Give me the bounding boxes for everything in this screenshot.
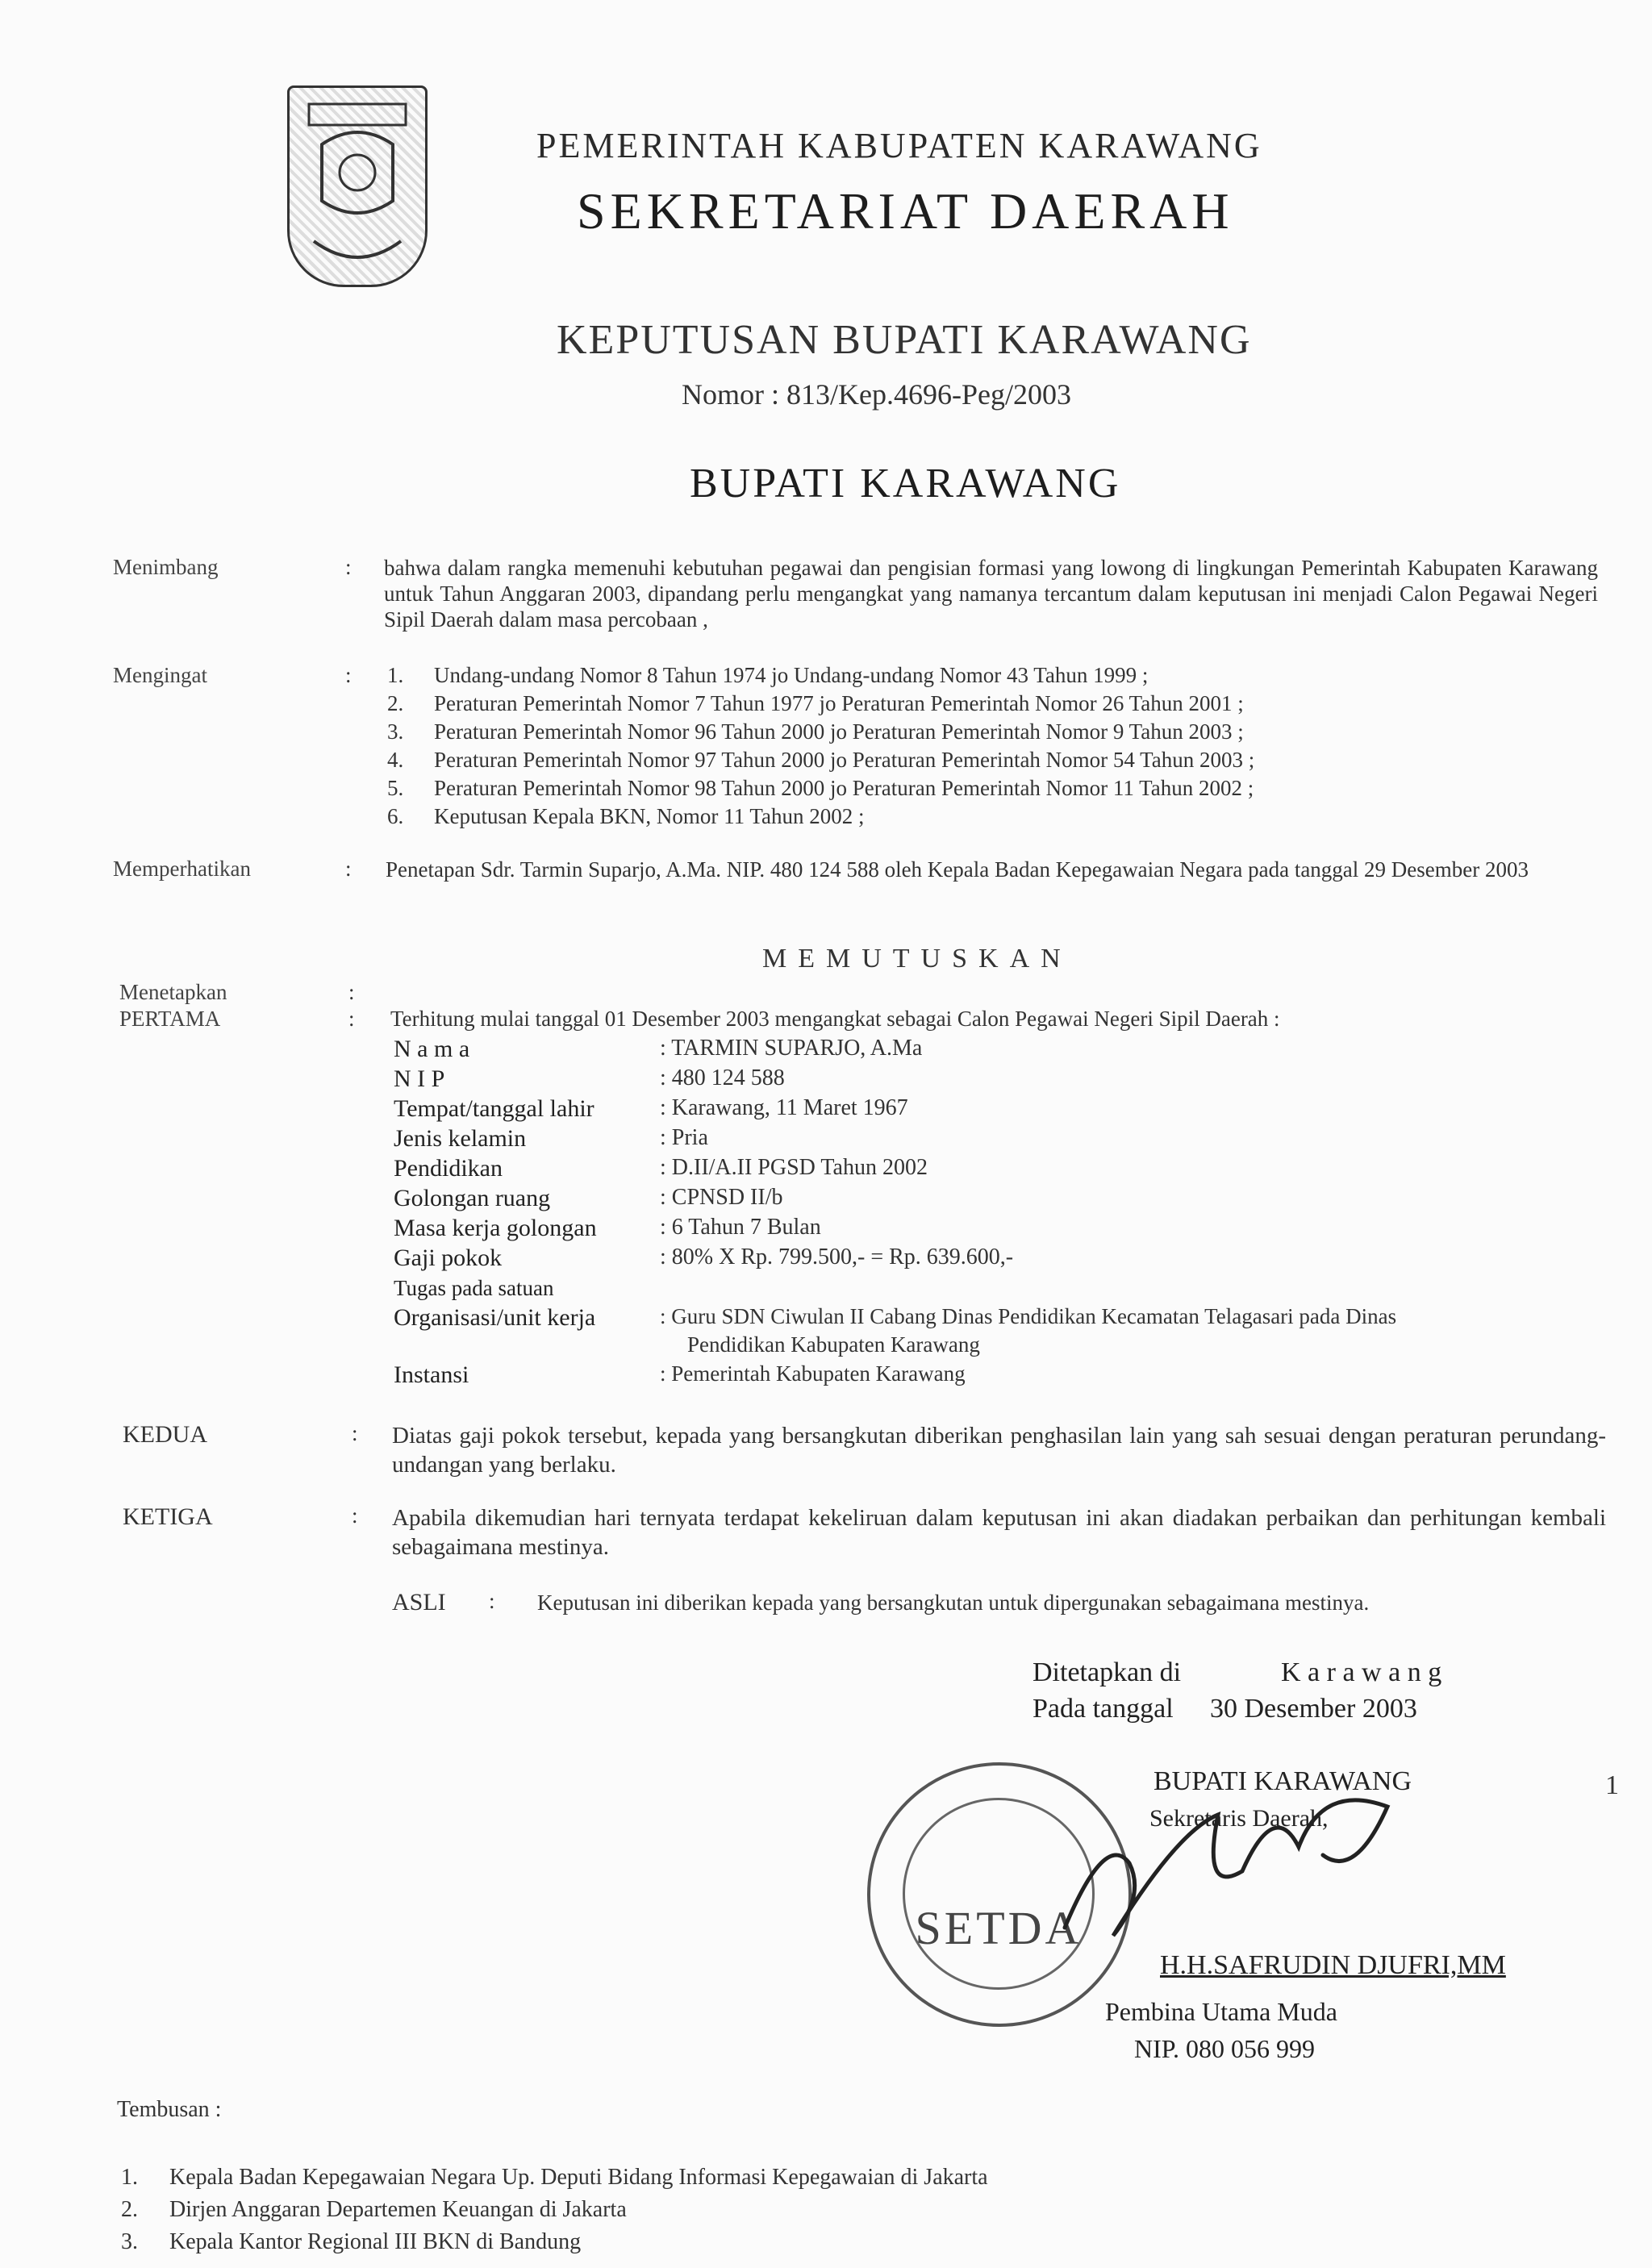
field-value: : D.II/A.II PGSD Tahun 2002 [660,1155,928,1180]
field-value: : Karawang, 11 Maret 1967 [660,1095,908,1120]
field-label: Tempat/tanggal lahir [394,1095,594,1122]
page-marker: 1 [1605,1770,1619,1800]
field-value: : TARMIN SUPARJO, A.Ma [660,1036,923,1061]
issuer-title: BUPATI KARAWANG [690,461,1121,507]
field-label: Gaji pokok [394,1244,503,1271]
memperhatikan-text: Penetapan Sdr. Tarmin Suparjo, A.Ma. NIP. 480 124 588 oleh Kepala Badan Kepegawaian Negara pada tanggal 29 Desember 2003 [386,857,1529,882]
memutuskan-heading: MEMUTUSKAN [762,944,1072,973]
signatory-name: H.H.SAFRUDIN DJUFRI,MM [1160,1950,1506,1980]
list-item: 2. Dirjen Anggaran Departemen Keuangan di Jakarta [121,2197,627,2222]
field-value: : Pria [660,1125,708,1150]
colon: : [345,663,352,687]
instansi-label: Instansi [394,1361,469,1388]
field-label: Masa kerja golongan [394,1215,597,1241]
asli-label: ASLI [392,1589,446,1616]
colon: : [348,980,355,1004]
ketiga-label: KETIGA [123,1503,213,1530]
mengingat-label: Mengingat [113,663,207,687]
instansi-value: : Pemerintah Kabupaten Karawang [660,1361,966,1386]
menetapkan-label: Menetapkan [119,980,227,1004]
list-item: 5. Peraturan Pemerintah Nomor 98 Tahun 2000 jo Peraturan Pemerintah Nomor 11 Tahun 2002 ; [387,776,1254,800]
document-title: KEPUTUSAN BUPATI KARAWANG [557,317,1252,363]
field-label: Jenis kelamin [394,1125,527,1152]
pertama-intro: Terhitung mulai tanggal 01 Desember 2003 mengangkat sebagai Calon Pegawai Negeri Sipil Daerah : [390,1007,1280,1031]
header-government: PEMERINTAH KABUPATEN KARAWANG [536,126,1262,165]
signatory-subtitle: Sekretaris Daerah, [1149,1805,1329,1832]
field-label: N I P [394,1065,445,1092]
menimbang-label: Menimbang [113,555,219,579]
pertama-label: PERTAMA [119,1007,221,1031]
date-value: 30 Desember 2003 [1210,1694,1417,1724]
colon: : [345,857,352,881]
list-item: 3. Kepala Kantor Regional III BKN di Bandung [121,2229,582,2254]
place-label: Ditetapkan di [1032,1657,1182,1687]
colon: : [352,1421,358,1445]
field-value: : CPNSD II/b [660,1185,783,1210]
kedua-label: KEDUA [123,1421,207,1448]
signatory-nip: NIP. 080 056 999 [1134,2034,1316,2063]
date-label: Pada tanggal [1032,1694,1174,1724]
field-value: : 80% X Rp. 799.500,- = Rp. 639.600,- [660,1244,1014,1269]
place-value: K a r a w a n g [1281,1657,1442,1687]
list-item: 1. Kepala Badan Kepegawaian Negara Up. Deputi Bidang Informasi Kepegawaian di Jakarta [121,2165,988,2190]
list-item: 3. Peraturan Pemerintah Nomor 96 Tahun 2000 jo Peraturan Pemerintah Nomor 9 Tahun 2003 ; [387,719,1244,744]
tembusan-label: Tembusan : [117,2097,222,2122]
field-label: Golongan ruang [394,1185,551,1211]
org-value-cont: Pendidikan Kabupaten Karawang [687,1332,980,1357]
org-value: : Guru SDN Ciwulan II Cabang Dinas Pendidikan Kecamatan Telagasari pada Dinas [660,1304,1397,1328]
colon: : [489,1589,495,1613]
kedua-text: Diatas gaji pokok tersebut, kepada yang bersangkutan diberikan penghasilan lain yang sah sesuai dengan peraturan perundang-undangan yang berlaku. [392,1423,1606,1478]
colon: : [345,555,352,579]
field-label: N a m a [394,1036,470,1062]
regency-crest-logo [287,85,428,287]
list-item: 1. Undang-undang Nomor 8 Tahun 1974 jo Undang-undang Nomor 43 Tahun 1999 ; [387,663,1149,687]
list-item: 2. Peraturan Pemerintah Nomor 7 Tahun 1977 jo Peraturan Pemerintah Nomor 26 Tahun 2001 ; [387,691,1244,715]
memperhatikan-label: Memperhatikan [113,857,251,881]
org-label: Organisasi/unit kerja [394,1304,596,1331]
signatory-title: BUPATI KARAWANG [1153,1766,1412,1796]
asli-text: Keputusan ini diberikan kepada yang bersangkutan untuk dipergunakan sebagaimana mestinya. [537,1591,1370,1615]
menimbang-text: bahwa dalam rangka memenuhi kebutuhan pegawai dan pengisian formasi yang lowong di lingkungan Pemerintah Kabupaten Karawang untuk Tahun Anggaran 2003, dipandang perlu mengangkat yang namanya tercantum dalam keputusan ini menjadi Calon Pegawai Negeri Sipil Daerah dalam masa percobaan , [384,556,1598,632]
list-item: 4. Peraturan Pemerintah Nomor 97 Tahun 2000 jo Peraturan Pemerintah Nomor 54 Tahun 2003 ; [387,748,1255,772]
list-item: 6. Keputusan Kepala BKN, Nomor 11 Tahun 2002 ; [387,804,865,828]
field-value: : 480 124 588 [660,1065,785,1090]
colon: : [352,1503,358,1528]
colon: : [348,1007,355,1031]
document-number: Nomor : 813/Kep.4696-Peg/2003 [682,378,1071,411]
ketiga-text: Apabila dikemudian hari ternyata terdapat kekeliruan dalam keputusan ini akan diadakan perbaikan dan perhitungan kembali sebagaimana mestinya. [392,1505,1606,1560]
handwritten-signature-icon [1016,1734,1436,1960]
field-label: Pendidikan [394,1155,503,1182]
field-value: : 6 Tahun 7 Bulan [660,1215,821,1240]
header-secretariat: SEKRETARIAT DAERAH [577,182,1234,240]
stamp-center-text: SETDA [915,1902,1083,1954]
crest-emblem-icon [290,88,425,285]
tugas-label: Tugas pada satuan [394,1276,554,1300]
signatory-rank: Pembina Utama Muda [1105,1997,1337,2026]
